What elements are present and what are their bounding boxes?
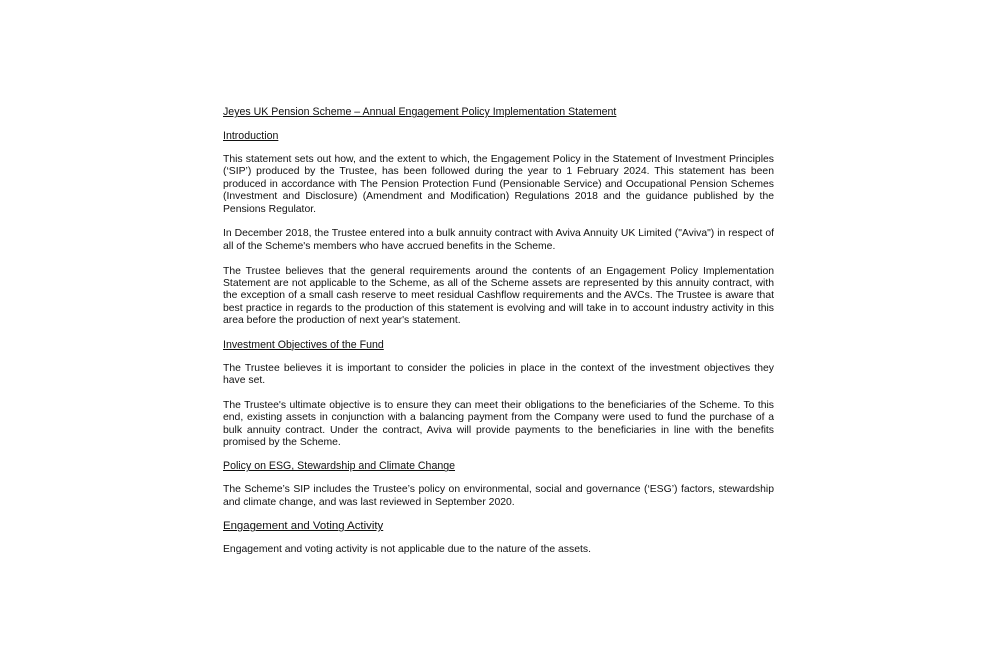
paragraph: The Trustee believes that the general requirements around the contents of an Engagement Policy Implementation Statement are not applicable to the Scheme, as all of the Scheme assets are represented by this annuity contract, with the exception of a small cash reserve to meet residual Cashflow requirements and the AVCs. The Trustee is aware that best practice in regards to the production of this statement is evolving and will take in to account industry activity in this area before the production of next year's statement. (223, 265, 774, 327)
section-heading-esg-policy: Policy on ESG, Stewardship and Climate Change (223, 460, 456, 473)
section-esg-policy (223, 460, 774, 509)
paragraph: The Trustee believes it is important to consider the policies in place in the context of the investment objectives they have set. (223, 362, 774, 387)
section-investment-objectives (223, 339, 774, 450)
section-heading-investment-objectives: Investment Objectives of the Fund (223, 338, 384, 351)
document-page (223, 106, 774, 569)
section-heading-engagement-voting: Engagement and Voting Activity (223, 520, 384, 533)
paragraph: The Scheme’s SIP includes the Trustee’s policy on environmental, social and governance (‘ESG’) factors, stewardship and climate change, and was last reviewed in September 2020. (223, 484, 774, 508)
document-title: Jeyes UK Pension Scheme – Annual Engagement Policy Implementation Statement (223, 106, 617, 118)
section-heading-introduction: Introduction (223, 130, 279, 142)
paragraph: In December 2018, the Trustee entered into a bulk annuity contract with Aviva Annuity UK Limited ("Aviva") in respect of all of the Scheme's members who have accrued benefits in the Scheme. (223, 228, 774, 252)
paragraph: This statement sets out how, and the extent to which, the Engagement Policy in the Statement of Investment Principles (‘SIP’) produced by the Trustee, has been followed during the year to 1 February 2024. This statement has been produced in accordance with The Pension Protection Fund (Pensionable Service) and Occupational Pension Schemes (Investment and Disclosure) (Amendment and Modification) Regulations 2018 and the guidance published by the Pensions Regulator. (223, 154, 774, 215)
section-introduction (223, 130, 774, 328)
paragraph: Engagement and voting activity is not applicable due to the nature of the assets. (223, 544, 591, 556)
paragraph: The Trustee's ultimate objective is to ensure they can meet their obligations to the beneficiaries of the Scheme. To this end, existing assets in conjunction with a balancing payment from the Company were used to fund the purchase of a bulk annuity contract. Under the contract, Aviva will provide payments to the beneficiaries in line with the benefits promised by the Scheme. (223, 399, 774, 449)
section-engagement-voting (223, 520, 774, 556)
